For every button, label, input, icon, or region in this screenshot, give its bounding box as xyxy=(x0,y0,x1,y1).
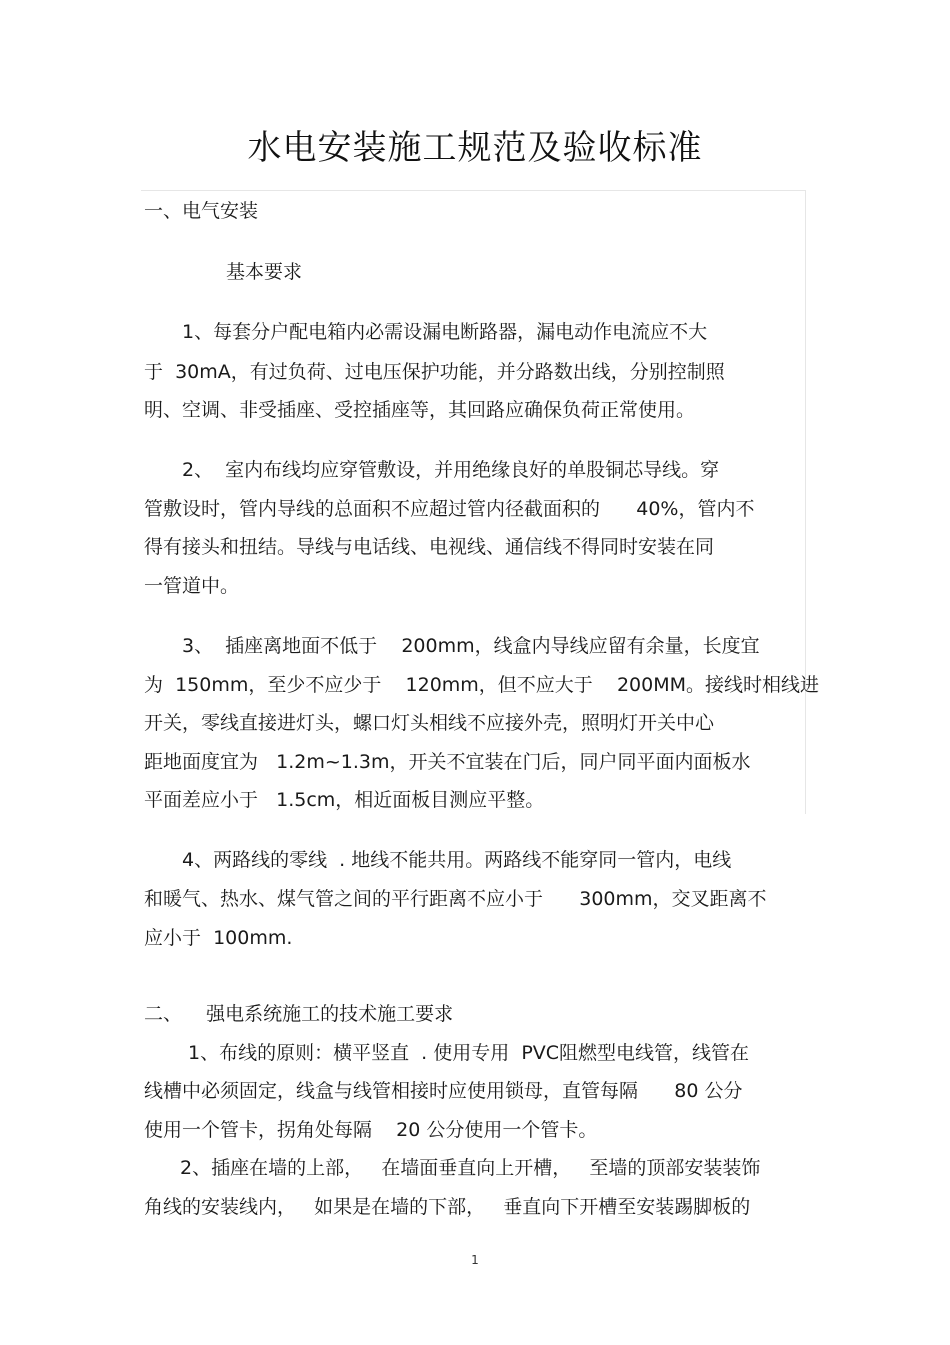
document-title: 水电安装施工规范及验收标准 xyxy=(247,128,703,168)
paragraph-line: 明、空调、非受插座、受控插座等，其回路应确保负荷正常使用。 xyxy=(144,399,696,421)
paragraph-line: 应小于 100mm. xyxy=(144,927,293,949)
paragraph-line: 3、 插座离地面不低于 200mm，线盒内导线应留有余量，长度宜 xyxy=(182,635,760,657)
section-subheading: 基本要求 xyxy=(226,261,303,283)
paragraph-line: 和暖气、热水、煤气管之间的平行距离不应小于 300mm，交叉距离不 xyxy=(144,888,767,910)
paragraph-line: 线槽中必须固定，线盒与线管相接时应使用锁母，直管每隔 80 公分 xyxy=(144,1080,743,1102)
paragraph-line: 为 150mm，至少不应少于 120mm，但不应大于 200MM。接线时相线进 xyxy=(144,674,820,696)
section-heading: 二、 强电系统施工的技术施工要求 xyxy=(144,1003,454,1025)
paragraph-line: 一管道中。 xyxy=(144,575,240,597)
paragraph-line: 得有接头和扭结。导线与电话线、电视线、通信线不得同时安装在同 xyxy=(144,536,715,558)
paragraph-line: 管敷设时，管内导线的总面积不应超过管内径截面积的 40%，管内不 xyxy=(144,498,755,520)
paragraph-line: 1、每套分户配电箱内必需设漏电断路器，漏电动作电流应不大 xyxy=(182,321,708,343)
paragraph-line: 2、插座在墙的上部， 在墙面垂直向上开槽， 至墙的顶部安装装饰 xyxy=(180,1157,761,1179)
paragraph-line: 开关，零线直接进灯头，螺口灯头相线不应接外壳，照明灯开关中心 xyxy=(144,712,715,734)
paragraph-line: 使用一个管卡，拐角处每隔 20 公分使用一个管卡。 xyxy=(144,1119,598,1141)
paragraph-line: 于 30mA，有过负荷、过电压保护功能，并分路数出线，分别控制照 xyxy=(144,361,725,383)
paragraph-line: 距地面度宜为 1.2m~1.3m，开关不宜装在门后，同户同平面内面板水 xyxy=(144,751,751,773)
paragraph-line: 2、 室内布线均应穿管敷设，并用绝缘良好的单股铜芯导线。穿 xyxy=(182,459,720,481)
page-number: 1 xyxy=(471,1253,479,1267)
paragraph-line: 平面差应小于 1.5cm，相近面板目测应平整。 xyxy=(144,789,545,811)
paragraph-line: 角线的安装线内， 如果是在墙的下部， 垂直向下开槽至安装踢脚板的 xyxy=(144,1196,751,1218)
paragraph-line: 1、布线的原则：横平竖直 . 使用专用 PVC阻燃型电线管，线管在 xyxy=(188,1042,750,1064)
section-heading: 一、电气安装 xyxy=(144,200,259,222)
paragraph-line: 4、两路线的零线 . 地线不能共用。两路线不能穿同一管内，电线 xyxy=(182,849,732,871)
